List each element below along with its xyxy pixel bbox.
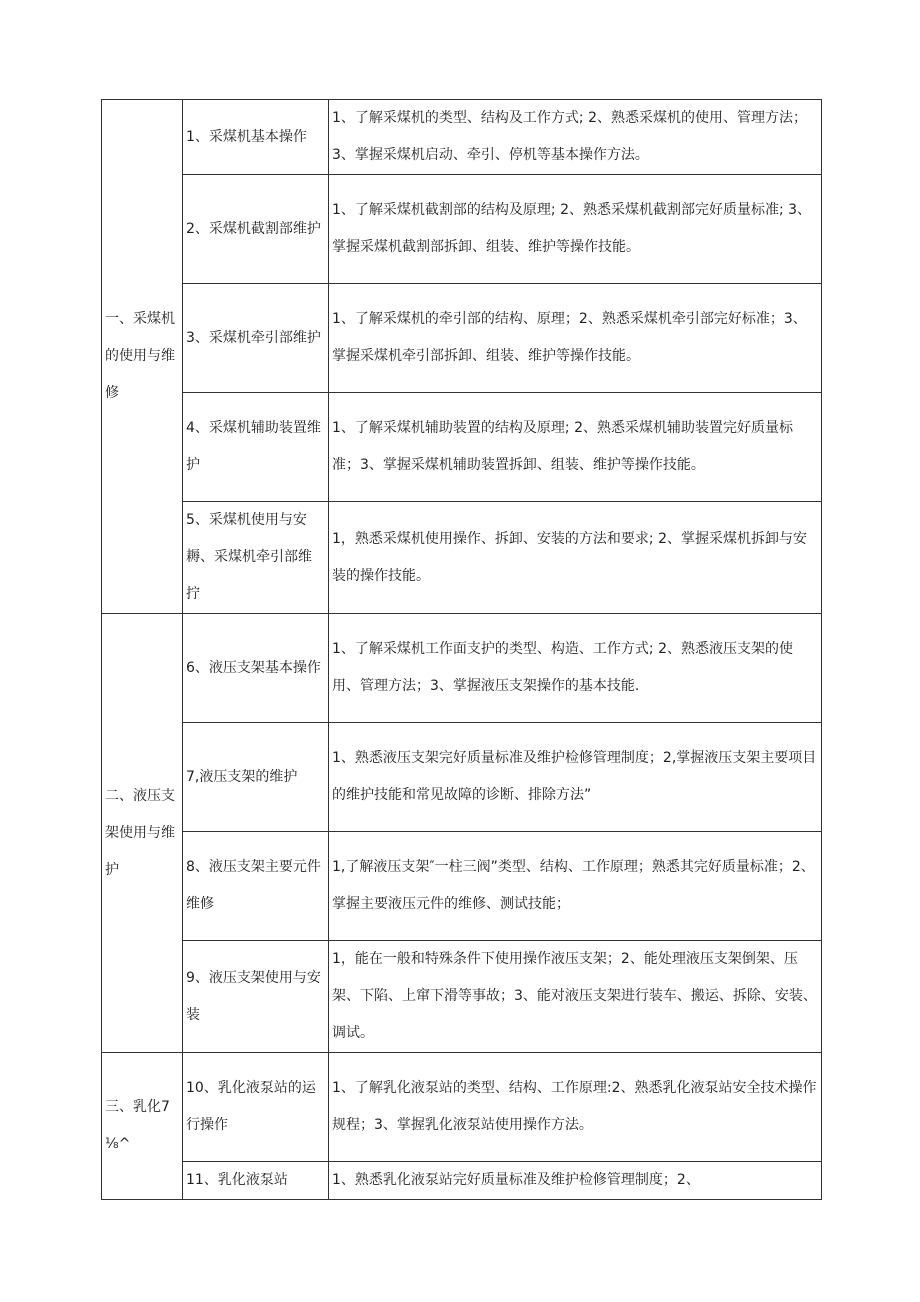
topic-cell: 8、液压支架主要元件维修 — [183, 832, 329, 941]
table-row — [102, 502, 822, 614]
topic-cell: 6、液压支架基本操作 — [183, 614, 329, 723]
topic-cell: 4、采煤机辅助装置维护 — [183, 393, 329, 502]
table-row — [102, 393, 822, 502]
topic-cell: 9、液压支架使用与安装 — [183, 941, 329, 1053]
topic-cell: 2、采煤机截割部维护 — [183, 175, 329, 284]
content-cell: 1、熟悉乳化液泵站完好质量标准及维护检修管理制度；2、 — [329, 1162, 822, 1200]
content-cell: 1、了解采煤机的类型、结构及工作方式; 2、熟悉采煤机的使用、管理方法；3、掌握采煤机启动、牵引、停机等基本操作方法。 — [329, 100, 822, 175]
module-cell: 二、液压支架使用与维护 — [102, 614, 183, 1053]
content-cell: 1、了解采煤机截割部的结构及原理; 2、熟悉采煤机截割部完好质量标准; 3、掌握采煤机截割部拆卸、组装、维护等操作技能。 — [329, 175, 822, 284]
topic-cell: 10、乳化液泵站的运行操作 — [183, 1053, 329, 1162]
table-row — [102, 284, 822, 393]
table-row — [102, 723, 822, 832]
topic-cell: 1、采煤机基本操作 — [183, 100, 329, 175]
content-cell: 1，能在一般和特殊条件下使用操作液压支架；2、能处理液压支架倒架、压架、下陷、上窜下滑等事故；3、能对液压支架进行装车、搬运、拆除、安装、调试。 — [329, 941, 822, 1053]
table-row — [102, 1162, 822, 1200]
topic-cell: 7,液压支架的维护 — [183, 723, 329, 832]
content-cell: 1,了解液压支架″一柱三阀”类型、结构、工作原理；熟悉其完好质量标准；2、掌握主要液压元件的维修、测试技能； — [329, 832, 822, 941]
table-row — [102, 614, 822, 723]
module-cell: 三、乳化7⅛^ — [102, 1053, 183, 1200]
topic-cell: 3、采煤机牵引部维护 — [183, 284, 329, 393]
module-cell: 一、采煤机的使用与维修 — [102, 100, 183, 614]
content-cell: 1、了解乳化液泵站的类型、结构、工作原理:2、熟悉乳化液泵站安全技术操作规程；3、掌握乳化液泵站使用操作方法。 — [329, 1053, 822, 1162]
content-cell: 1，熟悉采煤机使用操作、拆卸、安装的方法和要求; 2、掌握采煤机拆卸与安装的操作技能。 — [329, 502, 822, 614]
content-cell: 1、了解采煤机辅助装置的结构及原理; 2、熟悉采煤机辅助装置完好质量标准；3、掌握采煤机辅助装置拆卸、组装、维护等操作技能。 — [329, 393, 822, 502]
table-row — [102, 832, 822, 941]
topic-cell: 11、乳化液泵站 — [183, 1162, 329, 1200]
content-cell: 1、了解采煤机的牵引部的结构、原理；2、熟悉采煤机牵引部完好标准；3、掌握采煤机牵引部拆卸、组装、维护等操作技能。 — [329, 284, 822, 393]
table-row — [102, 100, 822, 175]
content-cell: 1、了解采煤机工作面支护的类型、构造、工作方式; 2、熟悉液压支架的使用、管理方法；3、掌握液压支架操作的基本技能. — [329, 614, 822, 723]
curriculum-table — [101, 99, 822, 1200]
table-row — [102, 941, 822, 1053]
content-cell: 1、熟悉液压支架完好质量标准及维护检修管理制度；2,掌握液压支架主要项目的维护技能和常见故障的诊断、排除方法” — [329, 723, 822, 832]
table-row — [102, 1053, 822, 1162]
topic-cell: 5、采煤机使用与安耨、采煤机牵引部维拧 — [183, 502, 329, 614]
table-row — [102, 175, 822, 284]
